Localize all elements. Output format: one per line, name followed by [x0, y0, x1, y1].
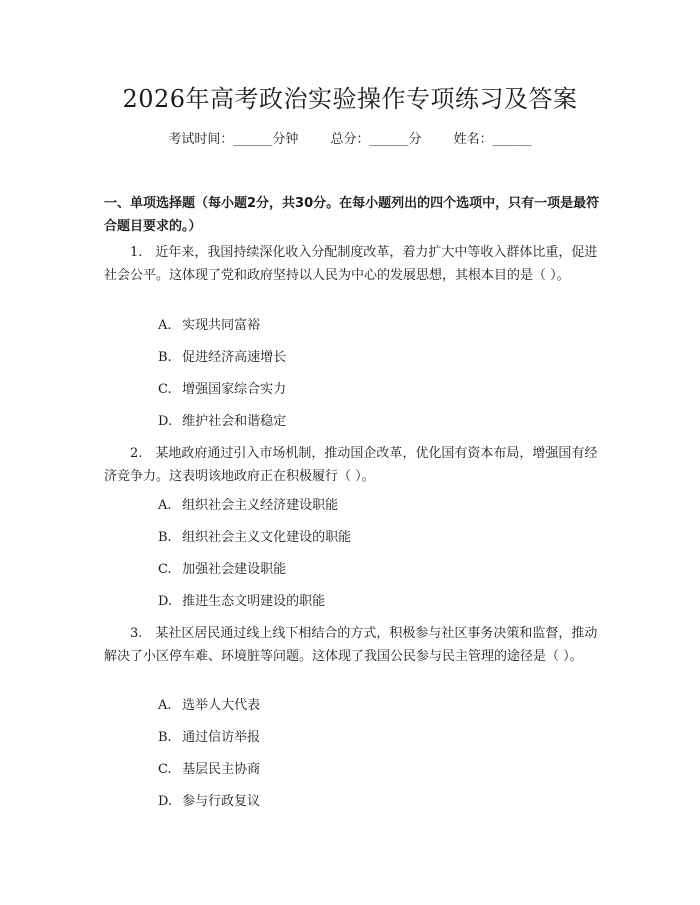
option-text: 增强国家综合实力 [182, 382, 287, 397]
option-text: 选举人大代表 [182, 698, 261, 713]
question-2-option-b [158, 528, 558, 548]
section-heading: 一、单项选择题（每小题2分，共30分。在每小题列出的四个选项中，只有一项是最符合题目要求的。） [104, 196, 600, 234]
question-1: 1. 近年来，我国持续深化收入分配制度改革，着力扩大中等收入群体比重，促进社会公平。这体现了党和政府坚持以人民为中心的发展思想，其根本目的是（ ）。 [104, 245, 598, 283]
option-letter: C. [158, 382, 172, 397]
question-3: 3. 某社区居民通过线上线下相结合的方式，积极参与社区事务决策和监督，推动解决了小区停车难、环境脏等问题。这体现了我国公民参与民主管理的途径是（ ）。 [104, 626, 598, 664]
option-text: 实现共同富裕 [182, 318, 261, 333]
option-text: 推进生态文明建设的职能 [182, 594, 326, 609]
option-letter: B. [158, 530, 172, 545]
question-1-option-b [158, 348, 558, 368]
exam-meta [0, 130, 700, 150]
option-text: 通过信访举报 [182, 730, 261, 745]
option-letter: D. [158, 414, 173, 429]
exam-time: 考试时间：______分钟 [168, 132, 299, 147]
question-2-option-d [158, 592, 558, 612]
question-2-option-a [158, 496, 558, 516]
option-letter: C. [158, 762, 172, 777]
option-letter: B. [158, 730, 172, 745]
option-letter: C. [158, 562, 172, 577]
option-text: 组织社会主义文化建设的职能 [182, 530, 352, 545]
student-name: 姓名：______ [453, 132, 532, 147]
option-letter: D. [158, 594, 173, 609]
option-text: 组织社会主义经济建设职能 [182, 498, 339, 513]
option-text: 基层民主协商 [182, 762, 261, 777]
option-text: 加强社会建设职能 [182, 562, 287, 577]
question-3-option-d [158, 792, 558, 812]
question-1-option-d [158, 412, 558, 432]
option-text: 促进经济高速增长 [182, 350, 287, 365]
question-2: 2. 某地政府通过引入市场机制，推动国企改革，优化国有资本布局，增强国有经济竞争力。这表明该地政府正在积极履行（ ）。 [104, 446, 598, 484]
exam-total-score: 总分：______分 [330, 132, 422, 147]
option-letter: B. [158, 350, 172, 365]
question-1-option-c [158, 380, 558, 400]
question-3-option-a [158, 696, 558, 716]
option-text: 参与行政复议 [182, 794, 261, 809]
option-letter: A. [158, 318, 172, 333]
question-1-option-a [158, 316, 558, 336]
option-text: 维护社会和谐稳定 [182, 414, 287, 429]
option-letter: A. [158, 698, 172, 713]
question-2-option-c [158, 560, 558, 580]
page-title: 2026年高考政治实验操作专项练习及答案 [122, 85, 578, 113]
option-letter: A. [158, 498, 172, 513]
option-letter: D. [158, 794, 173, 809]
question-3-option-b [158, 728, 558, 748]
question-3-option-c [158, 760, 558, 780]
